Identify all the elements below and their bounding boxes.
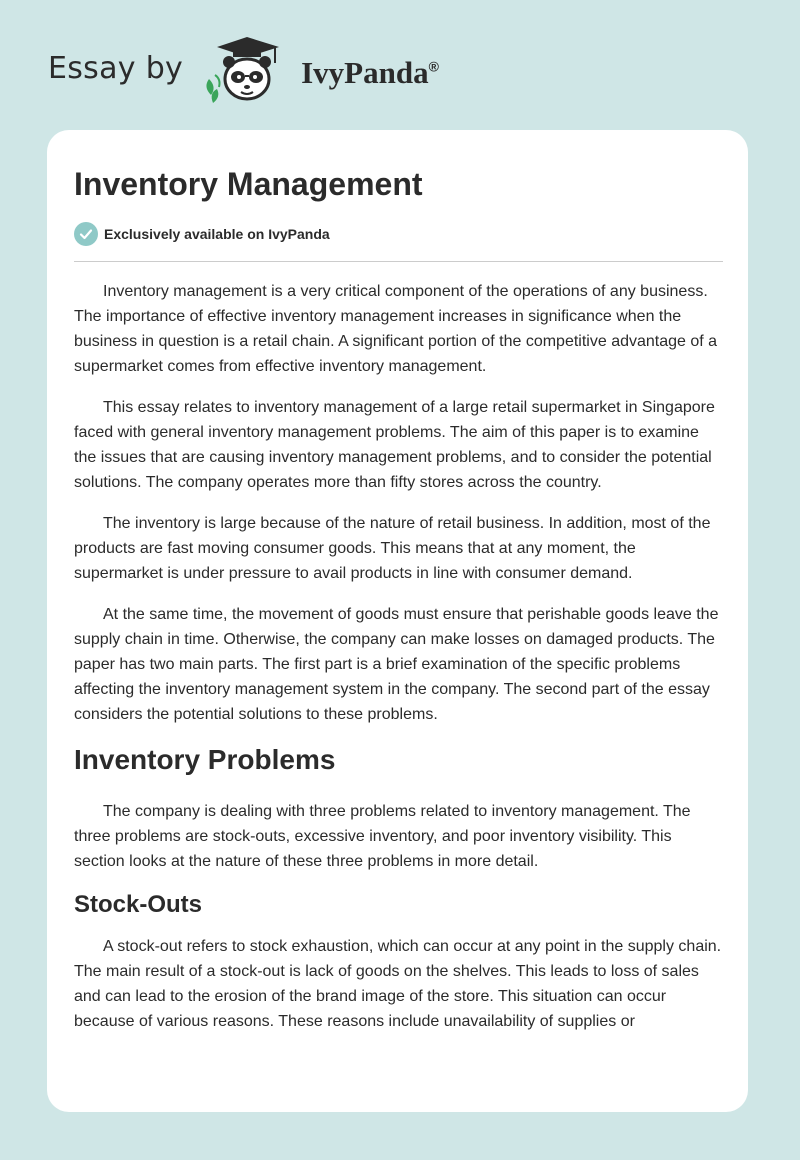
divider	[74, 261, 723, 262]
section-heading-inventory-problems: Inventory Problems	[74, 744, 336, 775]
exclusive-badge-text: Exclusively available on IvyPanda	[104, 226, 330, 242]
paragraph: At the same time, the movement of goods must ensure that perishable goods leave the supply chain in time. Otherwise, the company can make losses on damaged products. The paper has two main parts. The first part is a brief examination of the specific problems affecting the inventory management system in the company. The second part of the essay considers the potential solutions to these problems.	[74, 606, 719, 723]
exclusive-badge	[74, 222, 330, 246]
panda-mascot-icon	[199, 35, 295, 107]
paragraph: The company is dealing with three problems related to inventory management. The three problems are stock-outs, excessive inventory, and poor inventory visibility. This section looks at the nature of these three problems in more detail.	[74, 803, 691, 870]
check-icon	[74, 222, 98, 246]
brand-name: IvyPanda®	[301, 55, 439, 90]
essay-body	[74, 279, 723, 1050]
paragraph: This essay relates to inventory management of a large retail supermarket in Singapore faced with general inventory management problems. The aim of this paper is to examine the issues that are causing inventory management problems, and to consider the potential solutions. The company operates more than fifty stores across the country.	[74, 399, 715, 491]
paragraph: The inventory is large because of the nature of retail business. In addition, most of the products are fast moving consumer goods. This means that at any moment, the supermarket is under pressure to avail products in line with consumer demand.	[74, 515, 711, 582]
subsection-heading-stock-outs: Stock-Outs	[74, 891, 203, 918]
paragraph: Inventory management is a very critical component of the operations of any business. The importance of effective inventory management increases in significance when the business in question is a retail chain. A significant portion of the competitive advantage of a supermarket comes from effective inventory management.	[74, 283, 718, 375]
brand-prefix: Essay by	[48, 50, 184, 86]
brand-logo[interactable]	[48, 36, 439, 106]
paragraph: A stock-out refers to stock exhaustion, which can occur at any point in the supply chain. The main result of a stock-out is lack of goods on the shelves. This leads to loss of sales and can lead to the erosion of the brand image of the store. This situation can occur because of various reasons. These reasons include unavailability of supplies or	[74, 938, 722, 1030]
page-title: Inventory Management	[74, 166, 423, 202]
essay-card	[47, 130, 748, 1112]
